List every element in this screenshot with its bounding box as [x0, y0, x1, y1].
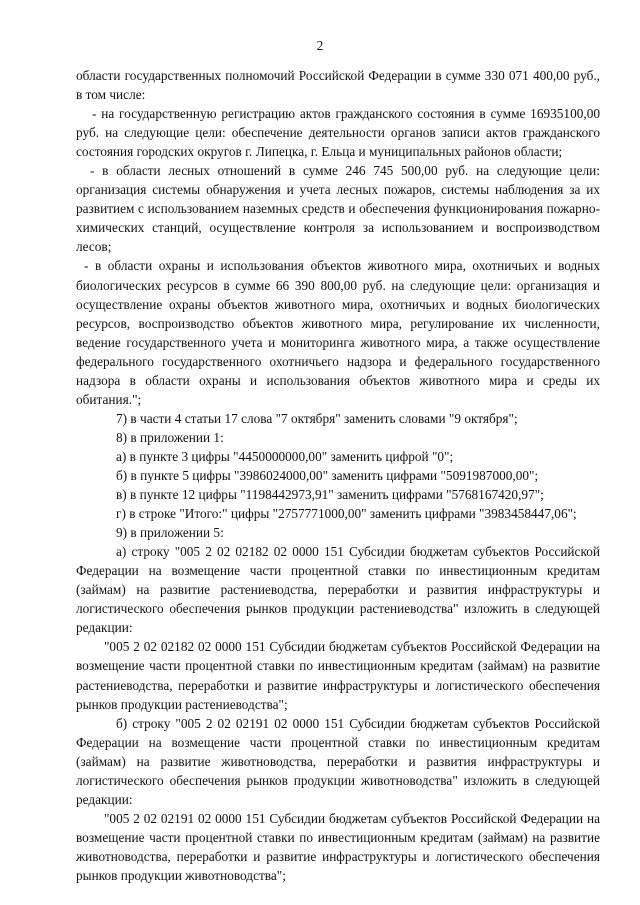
paragraph-14: б) строку "005 2 02 02191 02 0000 151 Субсидии бюджетам субъектов Российской Федерации на возмещение части процентной ставки по инвестиционным кредитам (займам) на развитие животноводства, переработки и развития инфраструктуры и логистического обеспечения рынков продукции животноводства" изложить в следующей редакции:	[76, 715, 600, 807]
paragraph-1: области государственных полномочий Российской Федерации в сумме 330 071 400,00 руб., в том числе:	[76, 68, 600, 103]
paragraph-12: а) строку "005 2 02 02182 02 0000 151 Субсидии бюджетам субъектов Российской Федерации на возмещение части процентной ставки по инвестиционным кредитам (займам) на развитие растениеводства, переработки и развития инфраструктуры и логистического обеспечения рынков продукции растениеводства" изложить в следующей редакции:	[76, 544, 600, 636]
paragraph-13: "005 2 02 02182 02 0000 151 Субсидии бюджетам субъектов Российской Федерации на возмещение части процентной ставки по инвестиционным кредитам (займам) на развитие растениеводства, переработки и развитие инфраструктуры и логистического обеспечения рынков продукции растениеводства";	[76, 639, 600, 712]
paragraph-15: "005 2 02 02191 02 0000 151 Субсидии бюджетам субъектов Российской Федерации на возмещение части процентной ставки по инвестиционным кредитам (займам) на развитие животноводства, переработки и развитие инфраструктуры и логистического обеспечения рынков продукции животноводства";	[76, 810, 600, 883]
paragraph-6: 8) в приложении 1:	[116, 429, 224, 445]
page-number: 2	[316, 38, 324, 53]
paragraph-8: б) в пункте 5 цифры "3986024000,00" заменить цифрами "5091987000,00";	[116, 467, 539, 483]
paragraph-9: в) в пункте 12 цифры "1198442973,91" заменить цифрами "5768167420,97";	[116, 487, 544, 503]
paragraph-2: - на государственную регистрацию актов гражданского состояния в сумме 16935100,00 руб. на следующие цели: обеспечение деятельности органов записи актов гражданского состояния городских округов г. Липецка, г. Ельца и муниципальных районов области;	[76, 106, 600, 160]
document-body	[76, 66, 600, 885]
paragraph-10: г) в строке "Итого:" цифры "2757771000,00" заменить цифрами "3983458447,06";	[116, 506, 577, 522]
paragraph-5: 7) в части 4 статьи 17 слова "7 октября" заменить словами "9 октября";	[116, 410, 518, 426]
paragraph-3: - в области лесных отношений в сумме 246 745 500,00 руб. на следующие цели: организация системы обнаружения и учета лесных пожаров, системы наблюдения за их развитием с использованием наземных средств и обеспечения функционирования пожарно-химических станций, осуществление контроля за использованием и воспроизводством лесов;	[76, 163, 600, 255]
paragraph-4: - в области охраны и использования объектов животного мира, охотничьих и водных биологических ресурсов в сумме 66 390 800,00 руб. на следующие цели: организация и осуществление охраны объектов животного мира, охотничьих и водных биологических ресурсов, воспроизводство объектов животного мира, регулирование их численности, ведение государственного учета и мониторинга животного мира, а также осуществление федерального государственного охотничьего надзора и федерального государственного надзора в области охраны и использования объектов животного мира и среды их обитания.";	[76, 258, 600, 407]
paragraph-7: а) в пункте 3 цифры "4450000000,00" заменить цифрой "0";	[116, 448, 454, 464]
paragraph-11: 9) в приложении 5:	[116, 525, 224, 541]
